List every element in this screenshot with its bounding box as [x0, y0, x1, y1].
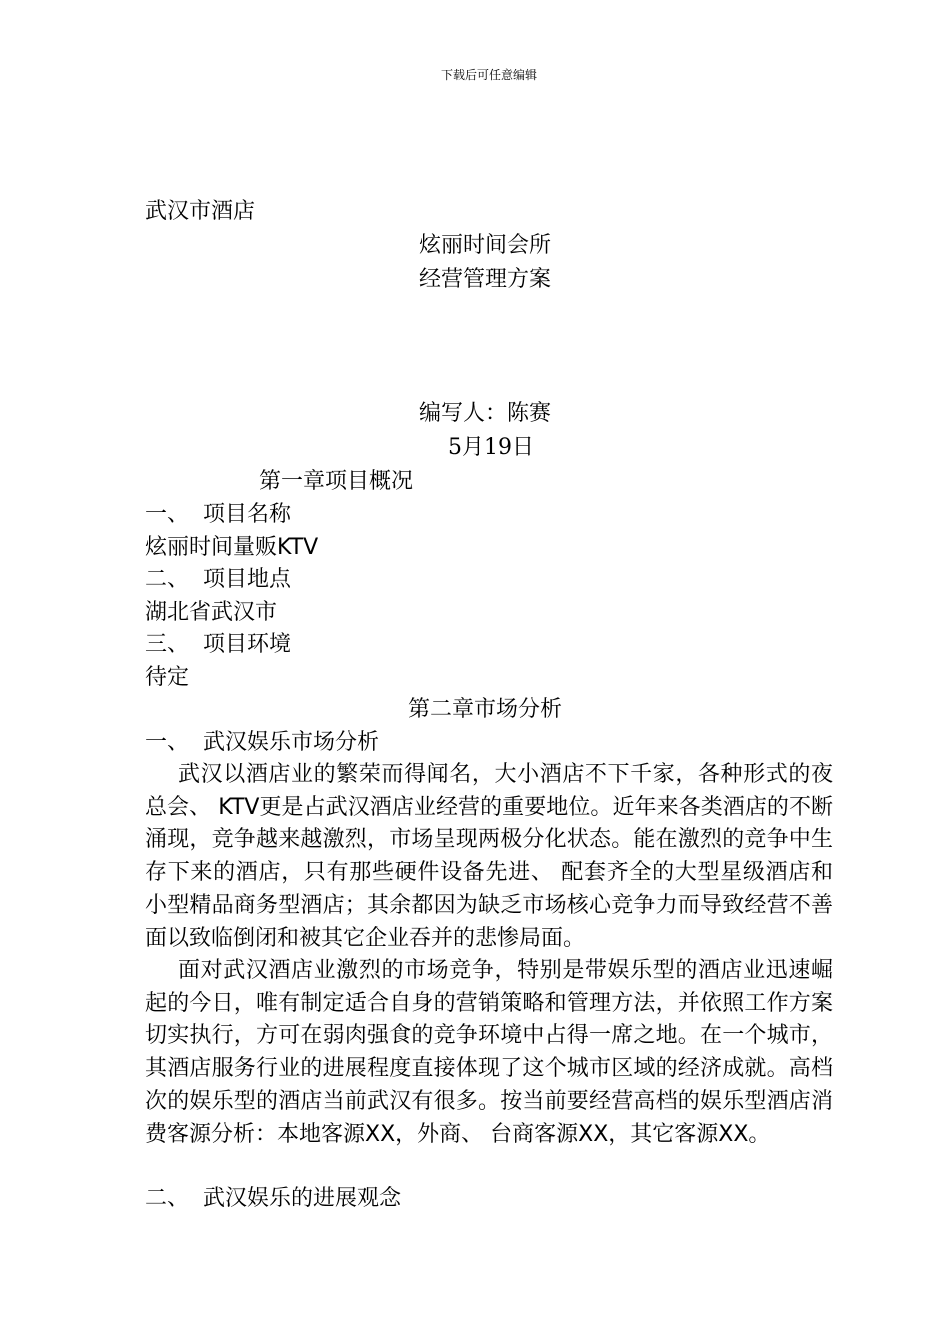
body-paragraph: 面对武汉酒店业激烈的市场竞争，特别是带娱乐型的酒店业迅速崛起的今日，唯有制定适合自身的营销策略和管理方法，并依照工作方案切实执行，方可在弱肉强食的竞争环境中占得一席之地。在一个城市，其酒店服务行业的进展程度直接体现了这个城市区域的经济成就。高档次的娱乐型的酒店当前武汉有很多。按当前要经营高档的娱乐型酒店消费客源分析：本地客源XX，外商、 台商客源XX，其它客源XX。 — [145, 958, 833, 1147]
chapter1-section-heading — [145, 499, 291, 531]
chapter2-section-heading — [145, 727, 379, 759]
section-number: 一、 — [145, 730, 190, 755]
chapter2-section-heading — [145, 1183, 401, 1215]
section-number: 三、 — [145, 632, 190, 657]
section-title: 项目环境 — [203, 632, 292, 657]
chapter1-section-heading — [145, 564, 291, 596]
section-number: 一、 — [145, 502, 190, 527]
section-content: 待定 — [145, 665, 190, 690]
body-paragraph: 武汉以酒店业的繁荣而得闻名，大小酒店不下千家，各种形式的夜总会、 KTV更是占武汉酒店业经营的重要地位。近年来各类酒店的不断涌现，竞争越来越激烈，市场呈现两极分化状态。能在激烈的竞争中生存下来的酒店，只有那些硬件设备先进、 配套齐全的大型星级酒店和小型精品商务型酒店；其余都因为缺乏市场核心竞争力而导致经营不善面以致临倒闭和被其它企业吞并的悲惨局面。 — [145, 762, 833, 951]
chapter2-title: 第二章市场分析 — [408, 697, 563, 722]
section-title: 武汉娱乐的进展观念 — [203, 1186, 402, 1211]
section-title: 项目名称 — [203, 502, 292, 527]
section-title: 武汉娱乐市场分析 — [203, 730, 380, 755]
cover-date: 5月19日 — [448, 435, 534, 460]
section-number: 二、 — [145, 1186, 190, 1211]
header-note: 下载后可任意编辑 — [440, 68, 537, 82]
chapter1-section-heading — [145, 629, 291, 661]
cover-club-name: 炫丽时间会所 — [419, 233, 552, 258]
chapter1-title: 第一章项目概况 — [259, 469, 414, 494]
section-number: 二、 — [145, 567, 190, 592]
section-title: 项目地点 — [203, 567, 292, 592]
cover-city-hotel: 武汉市酒店 — [145, 199, 256, 224]
section-content: 炫丽时间量贩KTV — [145, 535, 319, 560]
section-content: 湖北省武汉市 — [145, 600, 278, 625]
cover-author: 编写人：陈赛 — [419, 401, 552, 426]
cover-plan-title: 经营管理方案 — [419, 267, 552, 292]
